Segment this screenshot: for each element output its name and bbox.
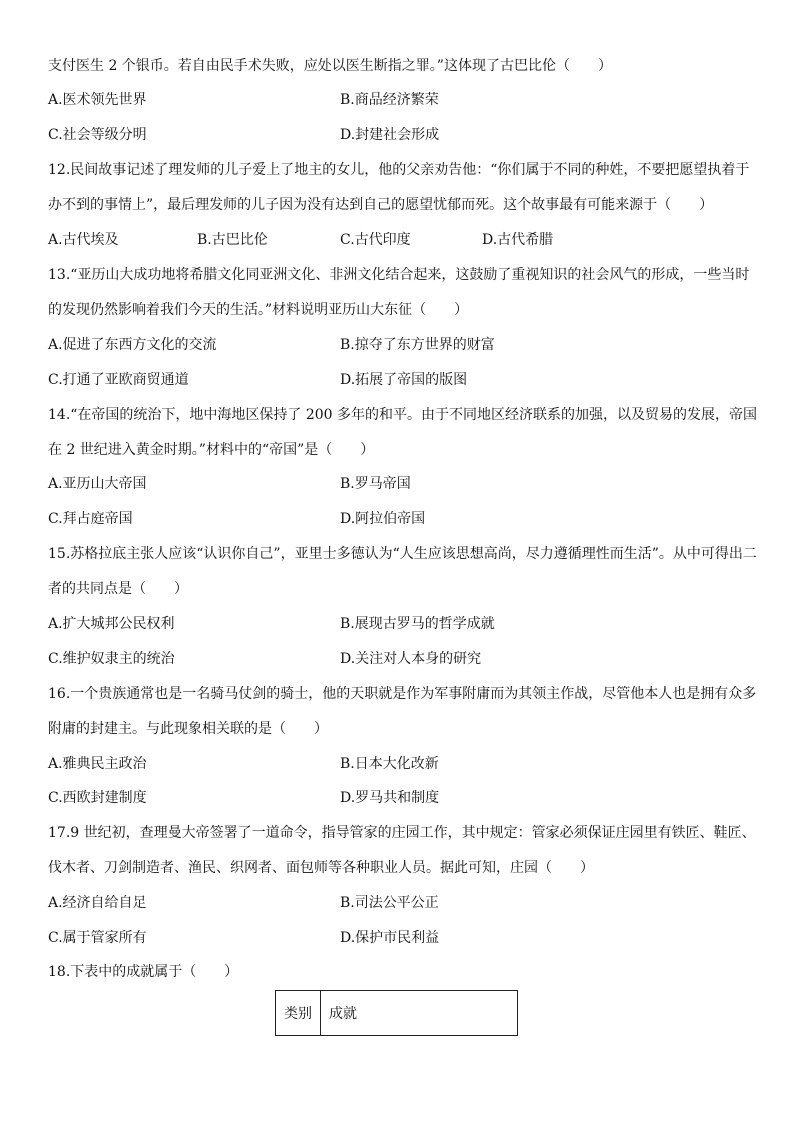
q17-option-c[interactable]: C.属于管家所有 bbox=[48, 930, 147, 946]
q16-option-a[interactable]: A.雅典民主政治 bbox=[48, 756, 147, 772]
q16-stem-line-1: 16.一个贵族通常也是一名骑马仗剑的骑士，他的天职就是作为军事附庸而为其领主作战，尽管他本人也是拥有众多 bbox=[48, 686, 757, 702]
q17-stem-line-1: 17.9 世纪初，查理曼大帝签署了一道命令，指导管家的庄园工作，其中规定：管家必须保证庄园里有铁匠、鞋匠、 bbox=[48, 825, 756, 841]
q12-option-c[interactable]: C.古代印度 bbox=[340, 232, 411, 248]
q11-stem-line: 支付医生 2 个银币。若自由民手术失败，应处以医生断指之罪。”这体现了古巴比伦（ ） bbox=[48, 58, 612, 74]
q13-stem-line-2: 的发现仍然影响着我们今天的生活。”材料说明亚历山大东征（ ） bbox=[48, 302, 469, 318]
q14-option-b[interactable]: B.罗马帝国 bbox=[340, 476, 411, 492]
q16-option-d[interactable]: D.罗马共和制度 bbox=[340, 790, 440, 806]
table-header-category: 类别 bbox=[276, 991, 321, 1036]
q15-option-c[interactable]: C.维护奴隶主的统治 bbox=[48, 651, 175, 667]
q15-option-d[interactable]: D.关注对人本身的研究 bbox=[340, 651, 482, 667]
q13-option-c[interactable]: C.打通了亚欧商贸通道 bbox=[48, 372, 189, 388]
q17-stem-line-2: 伐木者、刀剑制造者、渔民、织网者、面包师等各种职业人员。据此可知，庄园（ ） bbox=[48, 860, 594, 876]
q11-option-a[interactable]: A.医术领先世界 bbox=[48, 92, 147, 108]
q13-option-a[interactable]: A.促进了东西方文化的交流 bbox=[48, 337, 217, 353]
table-row bbox=[276, 991, 518, 1036]
q15-stem-line-2: 者的共同点是（ ） bbox=[48, 581, 188, 597]
q15-stem-line-1: 15.苏格拉底主张人应该“认识你自己”，亚里士多德认为“人生应该思想高尚，尽力遵循理性而生活”。从中可得出二 bbox=[48, 546, 757, 562]
q14-option-d[interactable]: D.阿拉伯帝国 bbox=[340, 511, 426, 527]
q13-option-b[interactable]: B.掠夺了东方世界的财富 bbox=[340, 337, 495, 353]
q17-option-a[interactable]: A.经济自给自足 bbox=[48, 895, 147, 911]
q12-stem-line-1: 12.民间故事记述了理发师的儿子爱上了地主的女儿，他的父亲劝告他：“你们属于不同的种姓，不要把愿望执着于 bbox=[48, 162, 750, 178]
q18-stem-line: 18.下表中的成就属于（ ） bbox=[48, 964, 239, 980]
table-header-achievement: 成就 bbox=[321, 991, 518, 1036]
q14-stem-line-2: 在 2 世纪进入黄金时期。”材料中的“帝国”是（ ） bbox=[48, 442, 375, 458]
q13-option-d[interactable]: D.拓展了帝国的版图 bbox=[340, 372, 468, 388]
q17-option-d[interactable]: D.保护市民利益 bbox=[340, 930, 440, 946]
q17-option-b[interactable]: B.司法公平公正 bbox=[340, 895, 439, 911]
q12-option-d[interactable]: D.古代希腊 bbox=[482, 232, 554, 248]
q16-option-b[interactable]: B.日本大化改新 bbox=[340, 756, 439, 772]
q11-option-b[interactable]: B.商品经济繁荣 bbox=[340, 92, 439, 108]
q11-option-d[interactable]: D.封建社会形成 bbox=[340, 127, 440, 143]
q16-stem-line-2: 附庸的封建主。与此现象相关联的是（ ） bbox=[48, 721, 328, 737]
q12-option-b[interactable]: B.古巴比伦 bbox=[197, 232, 268, 248]
q12-stem-line-2: 办不到的事情上”，最后理发师的儿子因为没有达到自己的愿望忧郁而死。这个故事最有可能来源于（ ） bbox=[48, 197, 714, 213]
q14-option-c[interactable]: C.拜占庭帝国 bbox=[48, 511, 133, 527]
achievement-table bbox=[275, 990, 518, 1036]
q14-option-a[interactable]: A.亚历山大帝国 bbox=[48, 476, 147, 492]
q11-option-c[interactable]: C.社会等级分明 bbox=[48, 127, 147, 143]
q13-stem-line-1: 13.“亚历山大成功地将希腊文化同亚洲文化、非洲文化结合起来，这鼓励了重视知识的社会风气的形成，一些当时 bbox=[48, 267, 750, 283]
q12-option-a[interactable]: A.古代埃及 bbox=[48, 232, 119, 248]
q16-option-c[interactable]: C.西欧封建制度 bbox=[48, 790, 147, 806]
q15-option-b[interactable]: B.展现古罗马的哲学成就 bbox=[340, 616, 495, 632]
q15-option-a[interactable]: A.扩大城邦公民权利 bbox=[48, 616, 175, 632]
q14-stem-line-1: 14.“在帝国的统治下，地中海地区保持了 200 多年的和平。由于不同地区经济联系的加强，以及贸易的发展，帝国 bbox=[48, 407, 758, 423]
